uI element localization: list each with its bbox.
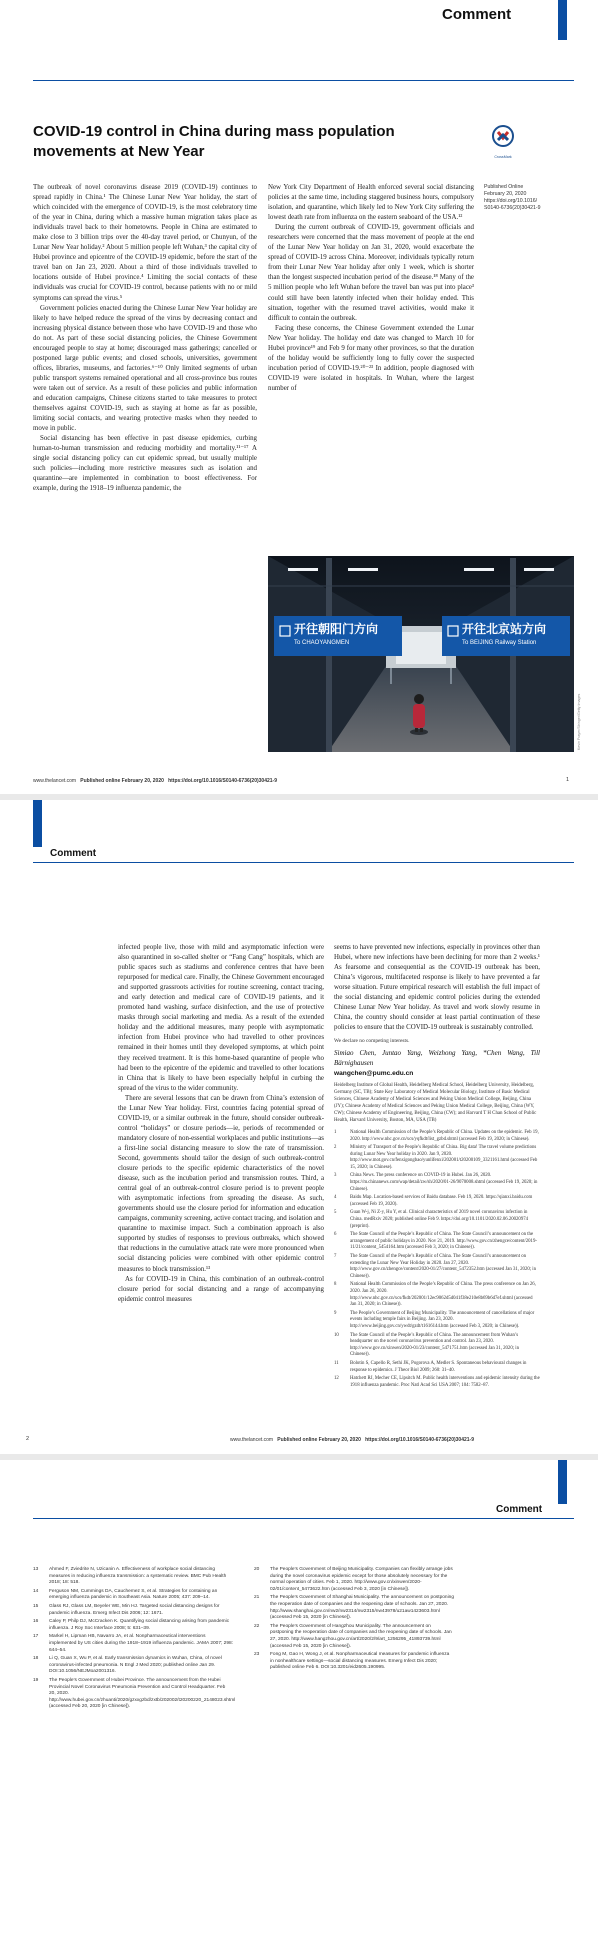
reference-item bbox=[33, 1567, 233, 1587]
reference-number: 17 bbox=[33, 1634, 39, 1640]
reference-text: Guan W-j, Ni Z-y, Hu Y, et al. Clinical characteristics of 2019 novel coronavirus infection in China. medRxiv 2020; published online Feb 9. https://doi.org/10.1101/2020.02.06.20020974 (preprint). bbox=[350, 1210, 529, 1229]
competing-interests: We declare no competing interests. bbox=[334, 1038, 410, 1045]
author-list: Simiao Chen, Juntao Yang, Weizhong Yang, *Chen Wang, Till Bärnighausen bbox=[334, 1049, 540, 1068]
reference-column-2 bbox=[254, 1562, 454, 1674]
reference-item bbox=[334, 1173, 540, 1193]
reference-number: 11 bbox=[334, 1360, 339, 1366]
reference-text: The People’s Government of Hubei Province. The announcement from the Hubei Provincial Novel Coronavirus Pneumonia Prevention and Control Headquarter. Feb 20, 2020. http://www.hubei.gov.cn/zhuanti/2020/gzxxgzbd/zxtb/202002/t20200220_2148023.shtml (accessed Feb 20, 2020 [in Chinese]). bbox=[49, 1677, 236, 1710]
reference-text: The State Council of the People’s Republic of China. The State Council’s announcement on extending the Lunar New Year Holiday in 2020. Jan 27, 2020. http://www.gov.cn/zhengce/content/2020-01/27/content_5472352.htm (accessed Jan 31, 2020; in Chinese)). bbox=[350, 1254, 537, 1279]
reference-item bbox=[334, 1311, 540, 1331]
affiliations: Heidelberg Institute of Global Health, Heidelberg Medical School, Heidelberg University, Heidelberg, Germany (SC, TB); State Key Laboratory of Medical Molecular Biology, Institute of Basic Medical Sciences, Chinese Academy of Medical Sciences and Peking Union Medical College, Beijing, China (JY); Chinese Academy of Medical Sciences and Peking Union Medical College, Beijing, China (WY, CW); Chinese Academy of Engineering, Beijing, China (CW); and Harvard T H Chan School of Public Health, Harvard University, Boston, MA, USA (TB) bbox=[334, 1083, 537, 1123]
reference-number: 4 bbox=[334, 1195, 337, 1201]
reference-item bbox=[334, 1195, 540, 1208]
body-column-1 bbox=[118, 943, 324, 1305]
section-label: Comment bbox=[50, 848, 97, 859]
reference-text: Ministry of Transport of the People’s Republic of China. Big data! The travel volume predictions during Lunar New Year holiday in 2020. Jan 9, 2020. http://www.mot.gov.cn/fenxigongbao/yunlifenxi/202001/t20200109_3321161.html (accessed Feb 15, 2020; in Chinese). bbox=[350, 1145, 538, 1170]
body-column-2 bbox=[334, 943, 540, 1391]
reference-item bbox=[254, 1624, 454, 1650]
paragraph: As for COVID-19 in China, this combination of an outbreak-control closure period for social distancing and a range of accompanying epidemic control measures bbox=[118, 1275, 324, 1303]
reference-text: The People’s Government of Beijing Municipality. Companies can flexibly arrange jobs during the novel coronavirus epidemic except for those absolutely necessary for the normal operation of cities. Feb 1, 2020. http://www.gov.cn/xinwen/2020-02/01/content_5473622.htm (accessed Feb 3, 2020 [in Chinese]). bbox=[270, 1567, 453, 1592]
reference-item bbox=[254, 1567, 454, 1593]
reference-item bbox=[33, 1604, 233, 1617]
reference-number: 16 bbox=[33, 1619, 39, 1625]
reference-text: Markel H, Lipman HB, Navarro JA, et al. Nonpharmaceutical interventions implemented by US cities during the 1918–1919 influenza pandemic. JAMA 2007; 298: 644–54. bbox=[49, 1634, 233, 1653]
reference-item bbox=[254, 1652, 454, 1672]
reference-text: National Health Commission of the People’s Republic of China. The press conference on Jan 26, 2020. Jan 26, 2020. http://www.nhc.gov.cn/xcs/fkdt/202001/12ec9062d5d041f38e210e8b69b6d7ef.shtml (accessed Jan 31, 2020; in Chinese)). bbox=[350, 1282, 536, 1308]
footer-published: Published online February 20, 2020 bbox=[277, 1437, 361, 1443]
sign-left-cn: 开往朝阳门方向 bbox=[294, 622, 379, 636]
reference-item bbox=[334, 1376, 540, 1389]
article-title: COVID-19 control in China during mass population movements at New Year bbox=[33, 123, 395, 160]
reference-item bbox=[254, 1595, 454, 1621]
reference-number: 9 bbox=[334, 1310, 337, 1316]
paragraph: Social distancing has been effective in past disease epidemics, curbing human-to-human transmission and reducing morbidity and mortality.¹¹⁻¹⁷ A single social distancing policy can cut epidemic spread, but usually multiple such policies—including more restrictive measures such as isolation and quarantine—are implemented in combination to boost effectiveness. For example, during the 1918–19 influenza pandemic, the bbox=[33, 435, 257, 493]
header-rule bbox=[33, 862, 574, 863]
pub-doi-link[interactable]: https://doi.org/10.1016/ bbox=[484, 198, 538, 204]
reference-text: China News. The press conference on COVID-19 in Hubei. Jan 26, 2020. https://m.chinanews.com/wap/detail/zw/sh/2020/01-26/9070008.shtml (accessed Feb 19, 2020; in Chinese). bbox=[350, 1173, 538, 1192]
crossmark-logo-icon[interactable] bbox=[486, 124, 520, 159]
page-1 bbox=[0, 0, 598, 794]
reference-item bbox=[334, 1210, 540, 1230]
subway-photo bbox=[268, 556, 574, 752]
reference-item bbox=[33, 1656, 233, 1676]
section-tab bbox=[558, 1460, 567, 1504]
body-column-1 bbox=[33, 183, 257, 494]
reference-number: 1 bbox=[334, 1129, 337, 1135]
header-rule bbox=[33, 80, 574, 81]
reference-item bbox=[334, 1361, 540, 1374]
section-label: Comment bbox=[442, 6, 512, 23]
reference-number: 5 bbox=[334, 1210, 337, 1216]
corresponding-email-link[interactable]: wangchen@pumc.edu.cn bbox=[334, 1070, 414, 1078]
footer-site-link[interactable]: www.thelancet.com bbox=[33, 778, 77, 784]
reference-item bbox=[334, 1254, 540, 1280]
reference-number: 23 bbox=[254, 1652, 260, 1658]
reference-number: 10 bbox=[334, 1332, 339, 1338]
reference-text: The People’s Government of Shanghai Municipality. The announcement on postponing the reoperation date of companies and the reopening date of schools. Jan 27, 2020. http://www.shanghai.gov.cn/nw2/nw2314/nw2315/nw43978/u21aw1423603.html (accessed Feb 15, 2020 [in Chinese]). bbox=[270, 1595, 455, 1621]
reference-list bbox=[334, 1130, 540, 1389]
paragraph: The outbreak of novel coronavirus disease 2019 (COVID-19) continues to spread rapidly in China.¹ The Chinese Lunar New Year holiday, the start of which coincided with the emergence of COVID-19, is the most celebratory time of the year in China, during which a massive human migration takes place as individuals travel back to their hometowns. People in China are estimated to make close to 3 billion trips over the 40-day travel period, or Chunyun, of the Lunar New Year holiday.² About 5 million people left Wuhan,³ the capital city of Hubei province and epicentre of the COVID-19 epidemic, before the start of the travel ban on Jan 23, 2020. About a third of those individuals travelled to locations outside of Hubei province.⁴ Limiting the social contacts of these individuals was crucial for COVID-19 control, because patients with no or mild symptoms can spread the virus.⁵ bbox=[33, 184, 257, 302]
reference-number: 2 bbox=[334, 1145, 337, 1151]
reference-number: 15 bbox=[33, 1603, 39, 1609]
reference-number: 22 bbox=[254, 1623, 260, 1629]
sign-right-cn: 开往北京站方向 bbox=[462, 622, 547, 636]
reference-item bbox=[334, 1145, 540, 1171]
body-column-2 bbox=[268, 183, 474, 394]
reference-text: The State Council of the People’s Republic of China. The announcement from Wuhan’s headquarter on the novel coronavirus prevention and control. Jan 23, 2020. http://www.gov.cn/xinwen/2020-01/23/content_5471751.htm (accessed Jan 31, 2020; in Chinese)). bbox=[350, 1332, 519, 1358]
reference-number: 8 bbox=[334, 1282, 337, 1288]
reference-item bbox=[33, 1589, 233, 1602]
reference-list bbox=[33, 1567, 236, 1711]
header-rule bbox=[33, 1518, 574, 1519]
reference-number: 20 bbox=[254, 1567, 260, 1572]
reference-number: 12 bbox=[334, 1376, 339, 1382]
reference-text: Fong M, Gao H, Wong J, et al. Nonpharmaceutical measures for pandemic influenza in nonhealthcare settings—social distancing measures. Emerg Infect Dis 2020; published online Feb 6. DOI:10.3201/eid2605.190995. bbox=[270, 1652, 450, 1671]
paragraph: seems to have prevented new infections, especially in provinces other than Hubei, where new infections have been declining for more than 2 weeks.¹ As fearsome and consequential as the COVID-19 outbreak has been, China’s vigorous, multifaceted response is likely to have prevented a far worse situation. Future empirical research will establish the full impact of the social distancing and epidemic control policies during the extended Chinese Lunar New Year holiday. As travel and work slowly resume in China, the country should consider at least partial continuation of these policies to ensure that the COVID-19 outbreak is sustainably controlled. bbox=[334, 944, 540, 1032]
reference-number: 18 bbox=[33, 1656, 39, 1662]
reference-item bbox=[334, 1282, 540, 1308]
reference-item bbox=[334, 1333, 540, 1359]
reference-number: 13 bbox=[33, 1567, 39, 1572]
reference-number: 14 bbox=[33, 1588, 39, 1594]
page-footer bbox=[33, 778, 277, 784]
reference-text: Glass RJ, Glass LM, Beyeler WE, Min HJ. Targeted social distancing designs for pandemic influenza. Emerg Infect Dis 2006; 12: 1671. bbox=[49, 1603, 220, 1616]
page-3 bbox=[0, 1460, 598, 1947]
sign-right-en: To BEIJING Railway Station bbox=[462, 640, 537, 646]
paragraph: New York City Department of Health enforced several social distancing policies at the same time, including staggered business hours, compulsory isolation, and quarantine, which likely led to New York City suffering the lowest death rate from influenza on the eastern seaboard of the USA.¹² bbox=[268, 184, 474, 222]
reference-list bbox=[254, 1567, 454, 1672]
section-tab bbox=[33, 800, 42, 847]
page-2 bbox=[0, 800, 598, 1454]
footer-doi-link[interactable]: https://doi.org/10.1016/S0140-6736(20)30421-9 bbox=[365, 1437, 475, 1443]
reference-text: The People’s Government of Beijing Municipality. The announcement of cancellations of major events including temple fairs in Beijing. Jan 23, 2020. http://www.beijing.gov.cn/ywdt/gzdt/t1616144.htm (accessed Feb 3, 2020; in Chinese)). bbox=[350, 1310, 535, 1329]
photo-credit: Kevin Frayer/Stringer/Getty Images bbox=[577, 693, 581, 750]
reference-text: National Health Commission of the People’s Republic of China. Updates on the epidemic. Feb 19, 2020. http://www.nhc.gov.cn/xcs/yqfkdt/list_gzbd.shtml (accessed Feb 19, 2020; in Chinese). bbox=[350, 1129, 539, 1142]
page-number: 2 bbox=[26, 1436, 30, 1442]
paragraph: Government policies enacted during the Chinese Lunar New Year holiday are likely to have helped reduce the spread of the virus by decreasing contact and increasing physical distance between those who have COVID-19 and those who do not. As part of these social distancing policies, the Chinese Government encouraged people to stay at home; discouraged mass gatherings; cancelled or postponed large public events; and closed schools, universities, government offices, libraries, museums, and factories.⁶⁻¹⁰ Only limited segments of urban public transport systems remained operational and all cross-province bus routes were taken out of service. As a result of these policies and public information and education campaigns, Chinese citizens started to take measures to protect themselves against COVID-19, such as staying at home as far as possible, limiting social contacts, and wearing protective masks when they needed to move in public. bbox=[33, 304, 257, 433]
reference-number: 19 bbox=[33, 1677, 39, 1683]
paragraph: infected people live, those with mild and asymptomatic infection were also quarantined in so-called shelter or “Fang Cang” hospitals, which are public spaces such as stadiums and conference centres that have been repurposed for medical care. Finally, the Chinese Government encouraged and supported grassroots activities for routine screening, contact tracing, and early detection and medical care of COVID-19 patients, and it promoted hand washing, surface disinfection, and the use of protective masks through social marketing and media. As a result of the extended holiday and the additional measures, many people with asymptomatic infection from Hubei province who had travelled to other provinces remained in their homes until they developed symptoms, at which point they received treatment. It is this home-based quarantine of people who had been to the epicentre of the epidemic and travelled to other locations in China that is likely to have been especially helpful in curbing the spread of the virus to the wider community. bbox=[118, 944, 324, 1092]
reference-number: 7 bbox=[334, 1254, 337, 1259]
reference-item bbox=[33, 1634, 233, 1654]
pub-doi-link[interactable]: S0140-6736(20)30421-9 bbox=[484, 205, 541, 211]
reference-item bbox=[334, 1130, 540, 1143]
footer-published: Published online February 20, 2020 bbox=[80, 778, 164, 784]
reference-text: The People’s Government of Hangzhou Municipality. The announcement on postponing the reoperation date of companies and the reopening date of schools. Jan 27, 2020. http://www.hangzhou.gov.cn/art/2020/2/9/art_1256295_41893739.html (accessed Feb 15, 2020 [in Chinese]). bbox=[270, 1623, 452, 1649]
pub-label: Published Online bbox=[484, 184, 524, 190]
paragraph: During the current outbreak of COVID-19, government officials and researchers were concerned that the mass movement of people at the end of the Lunar New Year holiday on Jan 31, 2020, would exacerbate the spread of COVID-19 across China. Moreover, individuals typically return from their Lunar New Year holiday after only 1 week, which is shorter than the longest suspected incubation period of the disease.¹⁸ Many of the 5 million people who left Wuhan before the travel ban was put into place³ could still have been latently infected when their holiday ended. This situation, together with the resumed travel activities, would make it difficult to contain the outbreak. bbox=[268, 224, 474, 322]
page-footer bbox=[230, 1437, 474, 1443]
reference-number: 6 bbox=[334, 1232, 337, 1238]
reference-text: Hatchett RJ, Mecher CE, Lipsitch M. Public health interventions and epidemic intensity during the 1918 influenza pandemic. Proc Natl Acad Sci USA 2007; 104: 7582–87. bbox=[350, 1376, 540, 1388]
reference-number: 21 bbox=[254, 1595, 260, 1601]
reference-item bbox=[33, 1677, 236, 1711]
footer-site-link[interactable]: www.thelancet.com bbox=[230, 1437, 274, 1443]
sign-left-en: To CHAOYANGMEN bbox=[294, 640, 350, 646]
section-label: Comment bbox=[496, 1504, 543, 1515]
reference-text: Bolotin S, Capello R, Sethi JK, Pogorova A, Medler S. Spontaneous behavioural changes in response to epidemics. J Theor Biol 2009; 260: 31–40. bbox=[350, 1360, 527, 1373]
pub-date: February 20, 2020 bbox=[484, 191, 527, 197]
reference-text: Baidu Map. Location-based services of Baidu database. Feb 19, 2020. https://qianxi.baidu.com (accessed Feb 19, 2020). bbox=[350, 1195, 533, 1207]
page-number: 1 bbox=[566, 777, 570, 783]
reference-item bbox=[33, 1619, 233, 1632]
reference-text: Caley P, Philp DJ, McCracken K. Quantifying social distancing arising from pandemic influenza. J Roy Soc Interface 2008; 5: 631–39. bbox=[49, 1619, 230, 1631]
footer-doi-link[interactable]: https://doi.org/10.1016/S0140-6736(20)30421-9 bbox=[168, 778, 278, 784]
reference-text: Ahmed F, Zviedrite N, Uzicanin A. Effectiveness of workplace social distancing measures in reducing influenza transmission: a systematic review. BMC Pub Health 2018; 18: 518. bbox=[49, 1567, 227, 1586]
reference-text: Ferguson NM, Cummings DA, Cauchemez S, et al. Strategies for containing an emerging influenza pandemic in Southeast Asia. Nature 2005; 437: 209–14. bbox=[49, 1588, 218, 1601]
section-tab bbox=[558, 0, 567, 40]
reference-text: The State Council of the People’s Republic of China. The State Council’s announcement on the arrangement of public holidays in 2020. Nov 21, 2019. http://www.gov.cn/zhengce/content/2019-11/21/content_5454164.htm (accessed Feb 3, 2020; in Chinese)). bbox=[350, 1232, 537, 1251]
crossmark-label: CrossMark bbox=[494, 155, 512, 159]
reference-column-1 bbox=[33, 1562, 236, 1713]
reference-text: Li Q, Guan X, Wu P, et al. Early transmission dynamics in Wuhan, China, of novel coronavirus-infected pneumonia. N Engl J Med 2020; published online Jan 29. DOI:10.1056/NEJMoa2001316. bbox=[49, 1656, 222, 1675]
publication-info bbox=[484, 184, 574, 212]
paragraph: Facing these concerns, the Chinese Government extended the Lunar New Year holiday. The holiday end date was changed to March 10 for Hubei province¹⁹ and Feb 9 for many other provinces, so that the duration of the holiday would be sufficiently long to fully cover the suspected incubation period of COVID-19.²⁰⁻²³ In addition, people diagnosed with COVID-19 were isolated in hospitals. In Wuhan, where the largest number of bbox=[268, 324, 474, 392]
reference-item bbox=[334, 1232, 540, 1252]
paragraph: There are several lessons that can be drawn from China’s extension of the Lunar New Year holiday. First, countries facing potential spread of COVID-19, or a similar outbreak in the future, should consider outbreak-control “holidays” or closure periods—ie, periods of recommended or mandatory closure of non-essential workplaces and public institutions—as a first-line social distancing measure to slow the rate of transmission. Second, governments should tailor the design of such outbreak-control closure periods to the specific epidemic characteristics of the novel disease, such as the incubation period and transmission routes. Third, a central goal of an outbreak-control closure period is to prevent people with asymptomatic infections from spreading the disease. As such, governments should use the closure period for information and education campaigns, community screening, active contact tracing, and isolation and quarantine to maximise impact. Such a combination approach is also supported by studies of responses to previous outbreaks, which showed that reductions in the cumulative attack rate were more pronounced when social distancing policies were combined with other epidemic control measures to block transmission.¹³ bbox=[118, 1094, 324, 1273]
reference-number: 3 bbox=[334, 1173, 337, 1179]
